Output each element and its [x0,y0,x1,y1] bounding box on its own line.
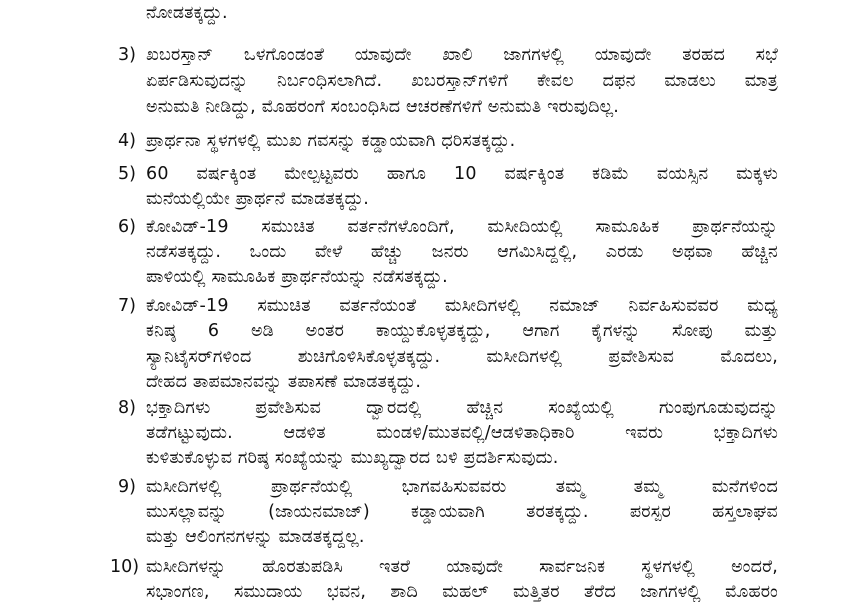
item-line: ಭಕ್ತಾದಿಗಳು ಪ್ರವೇಶಿಸುವ ದ್ವಾರದಲ್ಲಿ ಹೆಚ್ಚಿನ ಸಂಖ್ಯೆಯಲ್ಲಿ ಗುಂಪುಗೂಡುವುದನ್ನು [146,398,778,418]
item-line: ಮುಸಲ್ಲಾವನ್ನು (ಜಾಯನಮಾಜ್) ಕಡ್ಡಾಯವಾಗಿ ತರತಕ್ಕದ್ದು. ಪರಸ್ಪರ ಹಸ್ತಲಾಘವ [146,502,778,522]
item-line: ಪಾಳಿಯಲ್ಲಿ ಸಾಮೂಹಿಕ ಪ್ರಾರ್ಥನೆಯನ್ನು ನಡೆಸತಕ್ಕದ್ದು. [146,267,448,287]
item-line: ಮಸೀದಿಗಳಲ್ಲಿ ಪ್ರಾರ್ಥನೆಯಲ್ಲಿ ಭಾಗವಹಿಸುವವರು ತಮ್ಮ ತಮ್ಮ ಮನೆಗಳಿಂದ [146,477,778,497]
item-number: 4) [118,131,136,151]
item-line: ದೇಹದ ತಾಪಮಾನವನ್ನು ತಪಾಸಣೆ ಮಾಡತಕ್ಕದ್ದು. [146,372,422,392]
item-line: ಸಭಾಂಗಣ, ಸಮುದಾಯ ಭವನ, ಶಾದಿ ಮಹಲ್ ಮತ್ತಿತರ ತೆರೆದ ಜಾಗಗಳಲ್ಲಿ ಮೊಹರಂ [146,582,778,602]
item-line: ತಡೆಗಟ್ಟುವುದು. ಆಡಳಿತ ಮಂಡಳಿ/ಮುತವಲ್ಲಿ/ಆಡಳಿತಾಧಿಕಾರಿ ಇವರು ಭಕ್ತಾದಿಗಳು [146,423,778,443]
item-number: 5) [118,164,136,184]
item-line: 60 ವರ್ಷಕ್ಕಿಂತ ಮೇಲ್ಪಟ್ಟವರು ಹಾಗೂ 10 ವರ್ಷಕ್ಕಿಂತ ಕಡಿಮೆ ವಯಸ್ಸಿನ ಮಕ್ಕಳು [146,164,778,184]
item-2-tail: ನೋಡತಕ್ಕದ್ದು. [146,3,228,23]
item-line: ಕೋವಿಡ್-19 ಸಮುಚಿತ ವರ್ತನೆಯಂತೆ ಮಸೀದಿಗಳಲ್ಲಿ ನಮಾಜ್ ನಿರ್ವಹಿಸುವವರ ಮಧ್ಯ [146,296,778,316]
item-line: ಮತ್ತು ಆಲಿಂಗನಗಳನ್ನು ಮಾಡತಕ್ಕದ್ದಲ್ಲ. [146,527,365,547]
item-number: 7) [118,296,136,316]
item-line: ನಡೆಸತಕ್ಕದ್ದು. ಒಂದು ವೇಳೆ ಹೆಚ್ಚು ಜನರು ಆಗಮಿಸಿದ್ದಲ್ಲಿ, ಎರಡು ಅಥವಾ ಹೆಚ್ಚಿನ [146,242,778,262]
item-number: 9) [118,477,136,497]
item-line: ಏರ್ಪಡಿಸುವುದನ್ನು ನಿರ್ಬಂಧಿಸಲಾಗಿದೆ. ಖಬರಸ್ತಾನ್‌ಗಳಿಗೆ ಕೇವಲ ದಫನ ಮಾಡಲು ಮಾತ್ರ [146,71,778,91]
item-line: ಕುಳಿತುಕೊಳ್ಳುವ ಗರಿಷ್ಠ ಸಂಖ್ಯೆಯನ್ನು ಮುಖ್ಯದ್ವಾರದ ಬಳಿ ಪ್ರದರ್ಶಿಸುವುದು. [146,448,559,468]
item-line: ಸ್ಯಾನಿಟೈಸರ್‌ಗಳಿಂದ ಶುಚಿಗೊಳಿಸಿಕೊಳ್ಳತಕ್ಕದ್ದು. ಮಸೀದಿಗಳಲ್ಲಿ ಪ್ರವೇಶಿಸುವ ಮೊದಲು, [146,347,778,367]
item-number: 3) [118,45,136,65]
item-line: ಅನುಮತಿ ನೀಡಿದ್ದು, ಮೊಹರಂಗೆ ಸಂಬಂಧಿಸಿದ ಆಚರಣೆಗಳಿಗೆ ಅನುಮತಿ ಇರುವುದಿಲ್ಲ. [146,97,620,117]
item-line: ಕೋವಿಡ್-19 ಸಮುಚಿತ ವರ್ತನೆಗಳೊಂದಿಗೆ, ಮಸೀದಿಯಲ್ಲಿ ಸಾಮೂಹಿಕ ಪ್ರಾರ್ಥನೆಯನ್ನು [146,217,778,237]
item-line: ಕನಿಷ್ಠ 6 ಅಡಿ ಅಂತರ ಕಾಯ್ದುಕೊಳ್ಳತಕ್ಕದ್ದು, ಆಗಾಗ ಕೈಗಳನ್ನು ಸೋಪು ಮತ್ತು [146,321,778,341]
item-number: 6) [118,217,136,237]
item-line: ಮಸೀದಿಗಳನ್ನು ಹೊರತುಪಡಿಸಿ ಇತರೆ ಯಾವುದೇ ಸಾರ್ವಜನಿಕ ಸ್ಥಳಗಳಲ್ಲಿ ಅಂದರೆ, [146,557,778,577]
item-line: ಪ್ರಾರ್ಥನಾ ಸ್ಥಳಗಳಲ್ಲಿ ಮುಖ ಗವಸನ್ನು ಕಡ್ಡಾಯವಾಗಿ ಧರಿಸತಕ್ಕದ್ದು. [146,131,516,151]
item-line: ಮನೆಯಲ್ಲಿಯೇ ಪ್ರಾರ್ಥನೆ ಮಾಡತಕ್ಕದ್ದು. [146,189,370,209]
item-number: 10) [110,557,140,577]
item-line: ಖಬರಸ್ತಾನ್ ಒಳಗೊಂಡಂತೆ ಯಾವುದೇ ಖಾಲಿ ಜಾಗಗಳಲ್ಲಿ ಯಾವುದೇ ತರಹದ ಸಭೆ [146,45,778,65]
item-number: 8) [118,398,136,418]
